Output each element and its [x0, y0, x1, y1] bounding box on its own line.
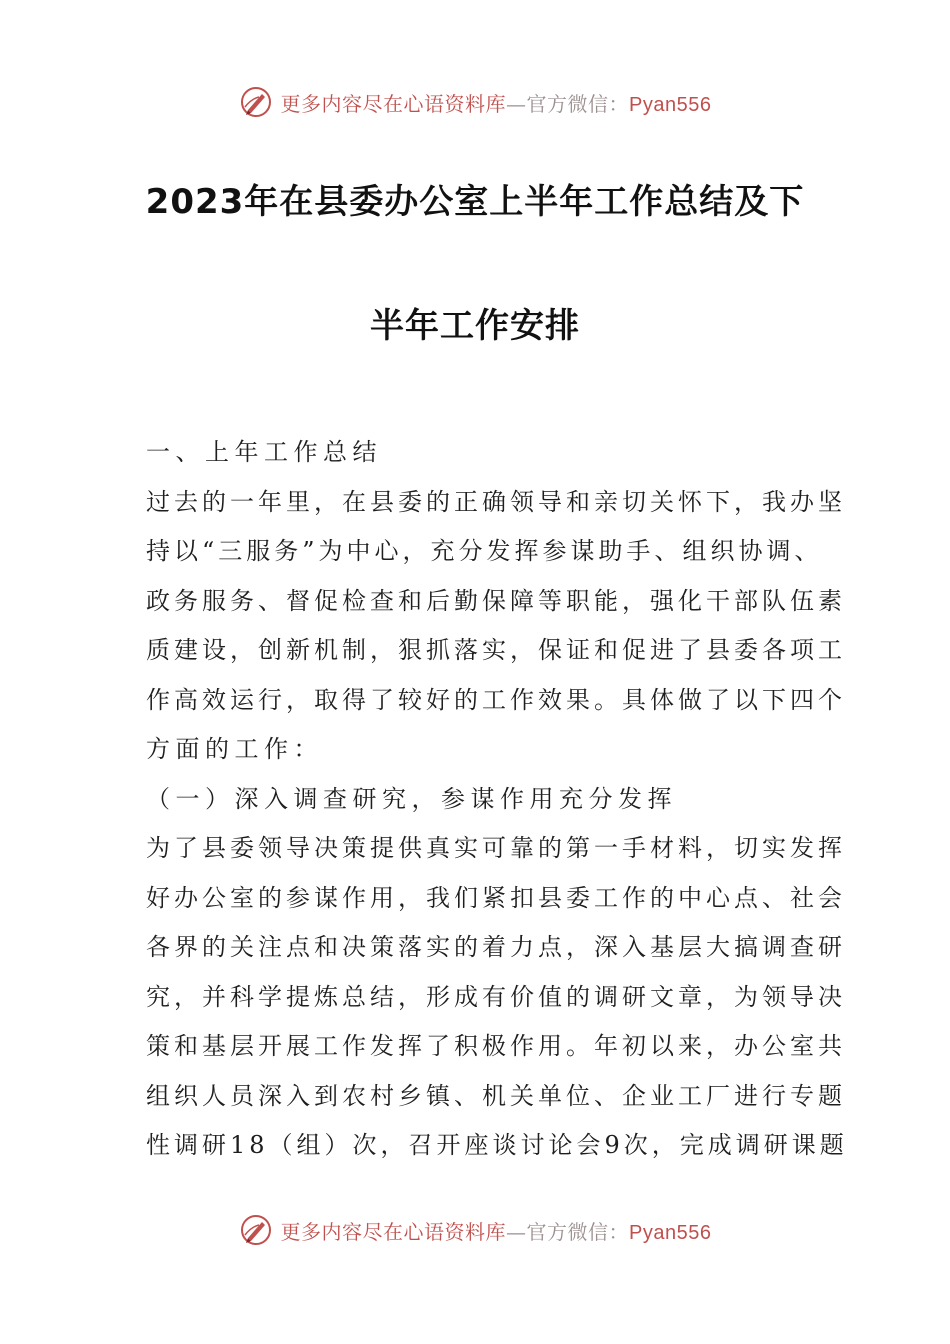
- body-line: 为了县委领导决策提供真实可靠的第一手材料，切实发挥: [146, 834, 846, 862]
- document-title-line-2: 半年工作安排: [370, 306, 580, 346]
- document-body: [146, 428, 848, 1171]
- watermark-banner-bottom: [0, 1210, 950, 1250]
- body-line: 好办公室的参谋作用，我们紧扣县委工作的中心点、社会: [146, 883, 846, 912]
- body-line: 质建设，创新机制，狠抓落实，保证和促进了县委各项工: [146, 636, 846, 664]
- body-line: 各界的关注点和决策落实的着力点，深入基层大搞调查研: [146, 933, 846, 961]
- watermark-wechat-id: Pyan556: [629, 1221, 712, 1244]
- subsection-heading: （一）深入调查研究，参谋作用充分发挥: [146, 784, 677, 813]
- body-line: 方面的工作：: [146, 735, 323, 763]
- watermark-prefix: 更多内容尽在心语资料库: [280, 91, 507, 116]
- pen-logo-icon: [239, 1213, 273, 1247]
- section-heading: 一、上年工作总结: [146, 438, 382, 466]
- pen-logo-icon: [239, 85, 273, 119]
- watermark-prefix: 更多内容尽在心语资料库: [280, 1219, 507, 1244]
- body-line: 政务服务、督促检查和后勤保障等职能，强化干部队伍素: [146, 586, 846, 615]
- body-line: 策和基层开展工作发挥了积极作用。年初以来，办公室共: [146, 1032, 846, 1060]
- body-line: 过去的一年里，在县委的正确领导和亲切关怀下，我办坚: [146, 487, 846, 516]
- watermark-dash: —: [506, 1219, 527, 1244]
- body-line: 究，并科学提炼总结，形成有价值的调研文章，为领导决: [146, 982, 846, 1011]
- watermark-label: 官方微信：: [526, 1219, 630, 1244]
- body-line: 持以“三服务”为中心，充分发挥参谋助手、组织协调、: [146, 537, 823, 565]
- watermark-label: 官方微信：: [526, 91, 630, 116]
- watermark-wechat-id: Pyan556: [629, 93, 712, 116]
- watermark-text: [281, 88, 712, 117]
- watermark-banner-top: [0, 82, 950, 122]
- body-line: 作高效运行，取得了较好的工作效果。具体做了以下四个: [146, 685, 846, 714]
- document-title-line-1: 2023年在县委办公室上半年工作总结及下: [145, 182, 805, 222]
- watermark-dash: —: [506, 91, 527, 116]
- body-line: 性调研18（组）次，召开座谈讨论会9次，完成调研课题: [146, 1131, 848, 1159]
- watermark-text: [281, 1216, 712, 1245]
- body-line: 组织人员深入到农村乡镇、机关单位、企业工厂进行专题: [146, 1081, 846, 1110]
